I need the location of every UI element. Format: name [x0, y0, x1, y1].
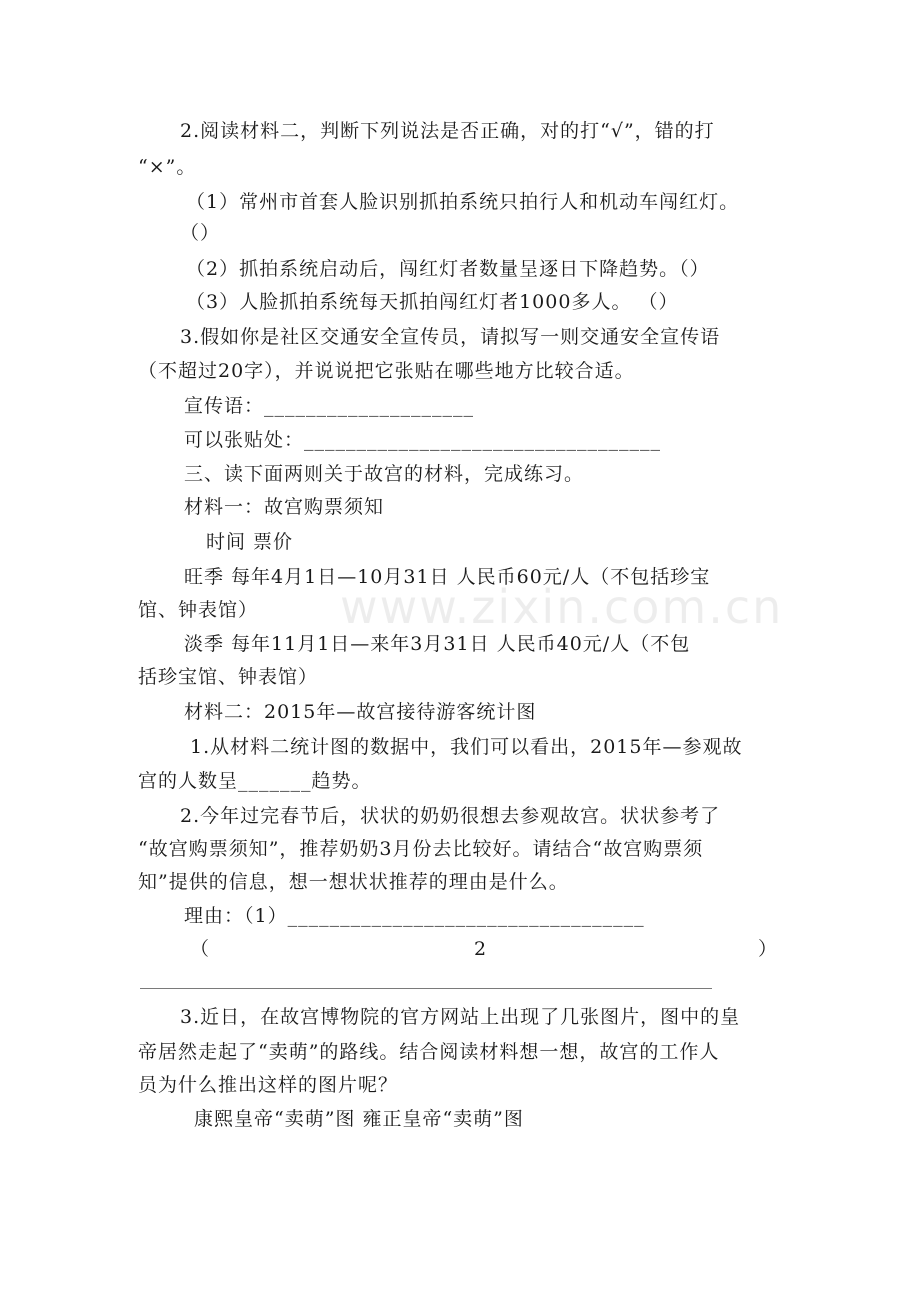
off-season-line2: 括珍宝馆、钟表馆） [138, 666, 319, 688]
reason-2-open-paren: （ [190, 938, 211, 960]
section-three-heading: 三、读下面两则关于故宫的材料，完成练习。 [184, 463, 585, 485]
q2-prompt-line2: “×”。 [138, 156, 197, 178]
watermark: www.zixin.com.cn [340, 580, 784, 634]
ticket-table-header: 时间 票价 [206, 531, 294, 553]
reason-2-close-paren: ） [758, 938, 779, 960]
off-season-line1: 淡季 每年11月1日—来年3月31日 人民币40元/人（不包 [184, 633, 691, 655]
part-two-q3-line1: 3.近日，在故宫博物院的官方网站上出现了几张图片，图中的皇 [180, 1006, 741, 1028]
peak-season-line2: 馆、钟表馆） [138, 599, 259, 621]
slogan-field: 宣传语：____________________ [184, 395, 475, 417]
part-two-q2-line3: 知”提供的信息，想一想状状推荐的理由是什么。 [138, 871, 569, 893]
q3-prompt-line1: 3.假如你是社区交通安全宣传员，请拟写一则交通安全宣传语 [180, 326, 721, 348]
part-two-q1-line2: 宫的人数呈_______趋势。 [138, 770, 372, 792]
q2-item-1-answer: （） [180, 222, 221, 244]
part-two-q1-line1: 1.从材料二统计图的数据中，我们可以看出，2015年—参观故 [190, 736, 743, 758]
reason-1-field: 理由：（1）__________________________________ [184, 905, 645, 927]
part-two-q3-line2: 帝居然走起了“卖萌”的路线。结合阅读材料想一想，故宫的工作人 [138, 1041, 720, 1063]
posting-place-field: 可以张贴处：__________________________________ [184, 429, 662, 451]
reason-2-answer-line [140, 988, 712, 989]
emperor-images-caption: 康熙皇帝“卖萌”图 雍正皇帝“卖萌”图 [194, 1108, 524, 1130]
part-two-q2-line1: 2.今年过完春节后，状状的奶奶很想去参观故宫。状状参考了 [180, 805, 721, 827]
part-two-q2-line2: “故宫购票须知”，推荐奶奶3月份去比较好。请结合“故宫购票须 [138, 838, 704, 860]
q2-item-1: （1）常州市首套人脸识别抓拍系统只拍行人和机动车闯红灯。 [186, 191, 740, 213]
material-one-title: 材料一：故宫购票须知 [184, 496, 385, 518]
material-two-title: 材料二：2015年—故宫接待游客统计图 [184, 701, 537, 723]
reason-2-number: 2 [474, 938, 488, 960]
part-two-q3-line3: 员为什么推出这样的图片呢？ [138, 1074, 399, 1096]
q3-prompt-line2: （不超过20字），并说说把它张贴在哪些地方比较合适。 [138, 360, 635, 382]
q2-prompt-line1: 2.阅读材料二，判断下列说法是否正确，对的打“√”，错的打 [180, 120, 715, 142]
q2-item-2: （2）抓拍系统启动后，闯红灯者数量呈逐日下降趋势。（） [186, 258, 710, 280]
q2-item-3: （3）人脸抓拍系统每天抓拍闯红灯者1000多人。 （） [186, 291, 679, 313]
peak-season-line1: 旺季 每年4月1日—10月31日 人民币60元/人（不包括珍宝 [184, 566, 711, 588]
